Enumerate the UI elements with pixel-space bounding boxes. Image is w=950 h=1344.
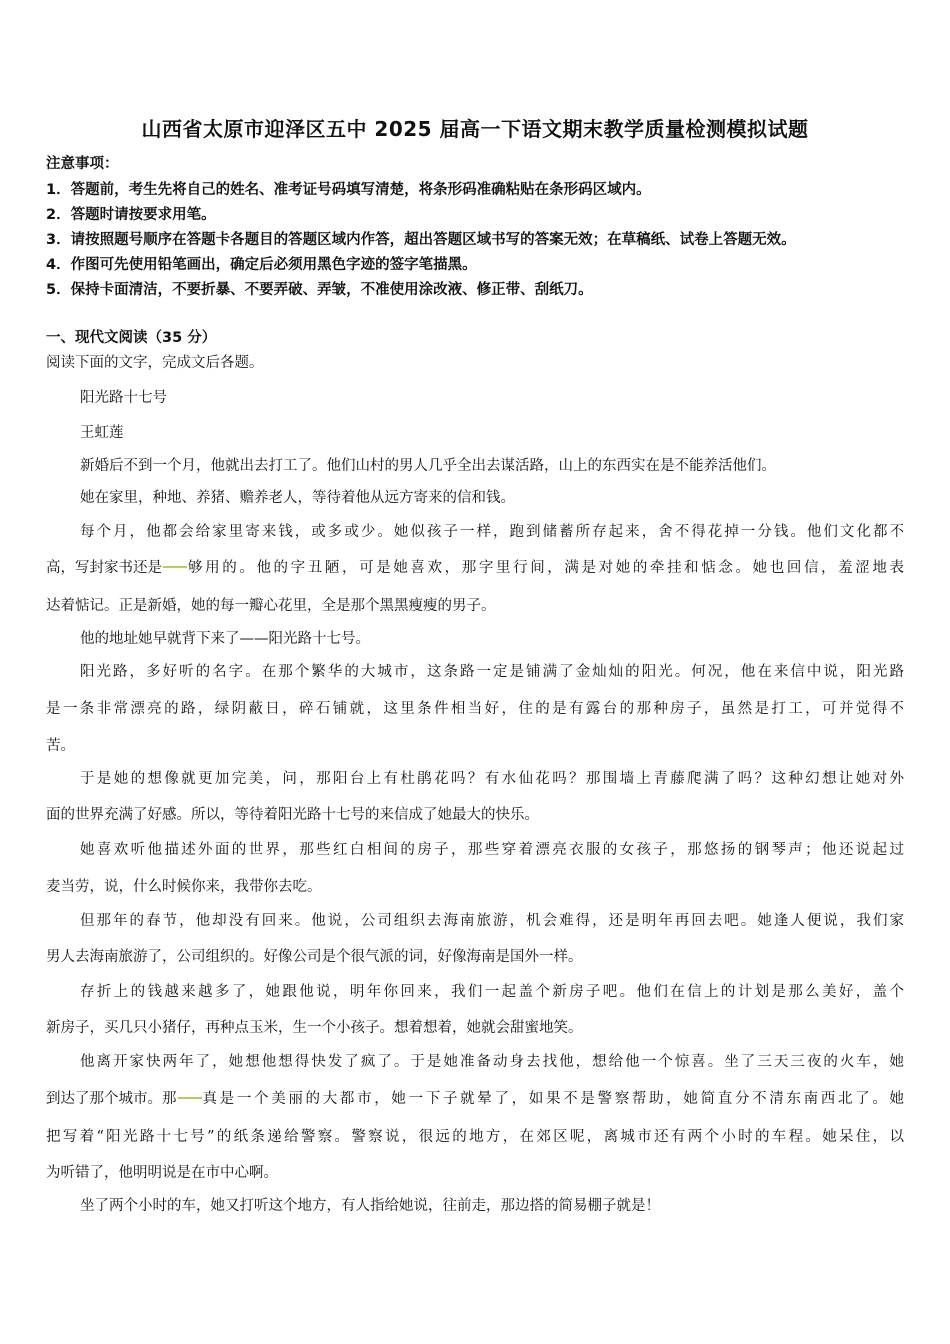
notice-item-3: 3．请按照题号顺序在答题卡各题目的答题区域内作答，超出答题区域书写的答案无效；在草稿纸、试卷上答题无效。 [46,232,796,248]
paragraph-line: 他离开家快两年了，她想他想得快发了疯了。于是她准备动身去找他，想给他一个惊喜。坐了三天三夜的火车，她 [80,1054,904,1070]
paragraph-line: 她在家里，种地、养猪、赡养老人，等待着他从远方寄来的信和钱。 [80,490,515,506]
paragraph-line: 坐了两个小时的车，她又打听这个地方，有人指给她说，往前走，那边搭的简易棚子就是！ [80,1198,660,1214]
notice-heading: 注意事项： [46,156,119,172]
paragraph-line: 面的世界充满了好感。所以，等待着阳光路十七号的来信成了她最大的快乐。 [46,807,539,823]
paragraph-line: 于是她的想像就更加完美，问，那阳台上有杜鹃花吗？有水仙花吗？那围墙上青藤爬满了吗？这种幻想让她对外 [80,771,904,787]
section-instruction: 阅读下面的文字，完成文后各题。 [46,355,264,371]
blank-underline [178,1087,202,1099]
paragraph-line: 新房子，买几只小猪仔，再种点玉米，生一个小孩子。想着想着，她就会甜蜜地笑。 [46,1020,583,1036]
notice-item-2: 2．答题时请按要求用笔。 [46,207,216,223]
article-author: 王虹莲 [80,425,124,441]
paragraph-line [46,556,904,577]
line-segment: 到达了那个城市。那 [46,1091,177,1107]
paragraph-line [46,1087,904,1108]
paragraph-line: 存折上的钱越来越多了，她跟他说，明年你回来，我们一起盖个新房子吧。他们在信上的计划是那么美好，盖个 [80,984,904,1000]
blank-underline [163,556,187,568]
paragraph-line: 每个月，他都会给家里寄来钱，或多或少。她似孩子一样，跑到储蓄所存起来，舍不得花掉一分钱。他们文化都不 [80,524,904,540]
section-heading: 一、现代文阅读（35 分） [46,330,217,346]
paragraph-line: 为听错了，他明明说是在市中心啊。 [46,1165,278,1181]
paragraph-line: 他的地址她早就背下来了——阳光路十七号。 [80,631,370,647]
paragraph-line: 把写着“阳光路十七号”的纸条递给警察。警察说，很远的地方，在郊区呢，离城市还有两个小时的车程。她呆住，以 [46,1129,904,1145]
notice-item-5: 5．保持卡面清洁，不要折暴、不要弄破、弄皱，不准使用涂改液、修正带、刮纸刀。 [46,282,593,298]
paragraph-line: 男人去海南旅游了，公司组织的。好像公司是个很气派的词，好像海南是国外一样。 [46,949,583,965]
line-segment: 真是一个美丽的大都市，她一下子就晕了，如果不是警察帮助，她简直分不清东南西北了。她 [202,1091,904,1107]
paragraph-line: 麦当劳，说，什么时候你来，我带你去吃。 [46,879,322,895]
notice-item-1: 1．答题前，考生先将自己的姓名、准考证号码填写清楚，将条形码准确粘贴在条形码区域内。 [46,182,651,198]
line-segment: 高，写封家书还是 [46,560,162,576]
notice-item-4: 4．作图可先使用铅笔画出，确定后必须用黑色字迹的签字笔描黑。 [46,257,477,273]
paragraph-line: 但那年的春节，他却没有回来。他说，公司组织去海南旅游，机会难得，还是明年再回去吧。她逢人便说，我们家 [80,913,904,929]
paragraph-line: 阳光路，多好听的名字。在那个繁华的大城市，这条路一定是铺满了金灿灿的阳光。何况，他在来信中说，阳光路 [80,664,904,680]
line-segment: 够用的。他的字丑陋，可是她喜欢，那字里行间，满是对她的牵挂和惦念。她也回信，羞涩地表 [188,560,904,576]
paragraph-line: 达着惦记。正是新婚，她的每一瓣心花里，全是那个黑黑瘦瘦的男子。 [46,598,496,614]
paragraph-line: 新婚后不到一个月，他就出去打工了。他们山村的男人几乎全出去谋活路，山上的东西实在是不能养活他们。 [80,458,776,474]
paragraph-line: 是一条非常漂亮的路，绿阴蔽日，碎石铺就，这里条件相当好，住的是有露台的那种房子，虽然是打工，可并觉得不 [46,701,904,717]
paragraph-line: 她喜欢听他描述外面的世界，那些红白相间的房子，那些穿着漂亮衣服的女孩子，那悠扬的钢琴声；他还说起过 [80,842,904,858]
paragraph-line: 苦。 [46,738,75,754]
article-title: 阳光路十七号 [80,390,167,406]
exam-title: 山西省太原市迎泽区五中 2025 届高一下语文期末教学质量检测模拟试题 [141,117,809,141]
